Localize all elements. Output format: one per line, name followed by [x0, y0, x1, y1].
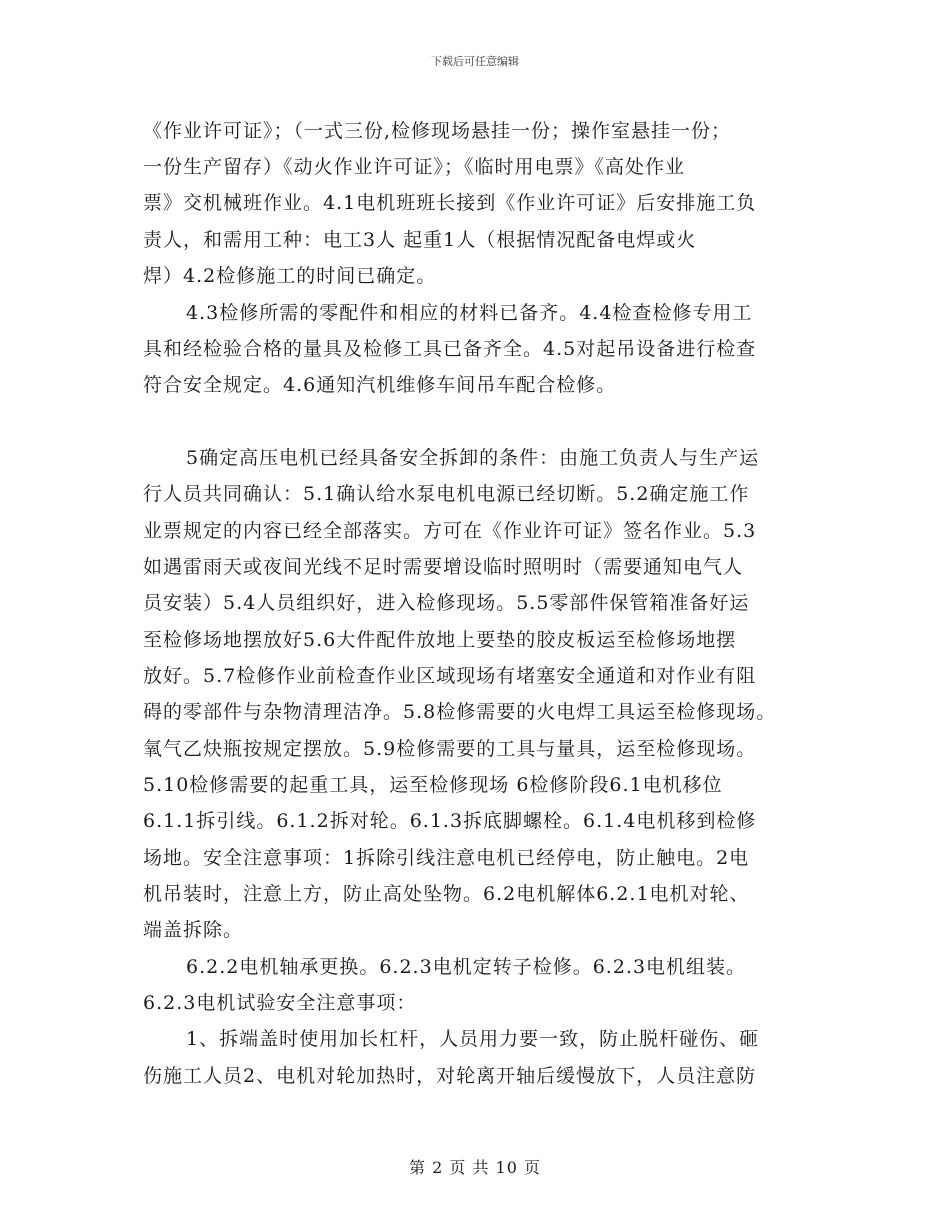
body-line: 6.2.2电机轴承更换。6.2.3电机定转子检修。6.2.3电机组装。: [186, 956, 747, 978]
body-line: 员安装）5.4人员组织好，进入检修现场。5.5零部件保管箱准备好运: [143, 592, 750, 614]
body-line: 具和经检验合格的量具及检修工具已备齐全。4.5对起吊设备进行检查: [143, 338, 757, 360]
body-line: 5.10检修需要的起重工具，运至检修现场 6检修阶段6.1电机移位: [143, 774, 723, 796]
body-line: 机吊装时，注意上方，防止高处坠物。6.2电机解体6.2.1电机对轮、: [143, 883, 750, 905]
page-header: 下载后可任意编辑: [431, 55, 519, 68]
body-line: 伤施工人员2、电机对轮加热时，对轮离开轴后缓慢放下，人员注意防: [143, 1065, 757, 1087]
body-line: 业票规定的内容已经全部落实。方可在《作业许可证》签名作业。5.3: [143, 520, 757, 542]
body-line: 放好。5.7检修作业前检查作业区域现场有堵塞安全通道和对作业有阻: [143, 665, 757, 687]
body-line: 行人员共同确认：5.1确认给水泵电机电源已经切断。5.2确定施工作: [143, 483, 750, 505]
body-line: 6.2.3电机试验安全注意事项：: [143, 992, 417, 1014]
body-line: 焊）4.2检修施工的时间已确定。: [143, 265, 437, 287]
body-line: 4.3检修所需的零配件和相应的材料已备齐。4.4检查检修专用工: [186, 302, 753, 324]
body-line: 责人，和需用工种：电工3人 起重1人（根据情况配备电焊或火: [143, 229, 697, 251]
body-line: 一份生产留存）《动火作业许可证》；《临时用电票》《高处作业: [143, 156, 686, 178]
page-footer: 第 2 页 共 10 页: [409, 1158, 541, 1177]
body-line: 氧气乙炔瓶按规定摆放。5.9检修需要的工具与量具，运至检修现场。: [143, 738, 757, 760]
body-line: 5确定高压电机已经具备安全拆卸的条件：由施工负责人与生产运: [186, 447, 760, 469]
body-line: 6.1.1拆引线。6.1.2拆对轮。6.1.3拆底脚螺栓。6.1.4电机移到检修: [143, 810, 757, 832]
body-line: 端盖拆除。: [143, 919, 244, 941]
body-line: 符合安全规定。4.6通知汽机维修车间吊车配合检修。: [143, 374, 617, 396]
body-line: 票》交机械班作业。4.1电机班班长接到《作业许可证》后安排施工负: [143, 192, 757, 214]
body-line: 如遇雷雨天或夜间光线不足时需要增设临时照明时（需要通知电气人: [143, 556, 744, 578]
body-line: 《作业许可证》；（一式三份,检修现场悬挂一份；操作室悬挂一份；: [143, 120, 732, 142]
body-line: 场地。安全注意事项：1拆除引线注意电机已经停电，防止触电。2电: [143, 847, 750, 869]
body-line: 至检修场地摆放好5.6大件配件放地上要垫的胶皮板运至检修场地摆: [143, 629, 737, 651]
body-line: 碍的零部件与杂物清理洁净。5.8检修需要的火电焊工具运至检修现场。: [143, 701, 777, 723]
body-line: 1、拆端盖时使用加长杠杆，人员用力要一致，防止脱杆碰伤、砸: [186, 1028, 760, 1050]
